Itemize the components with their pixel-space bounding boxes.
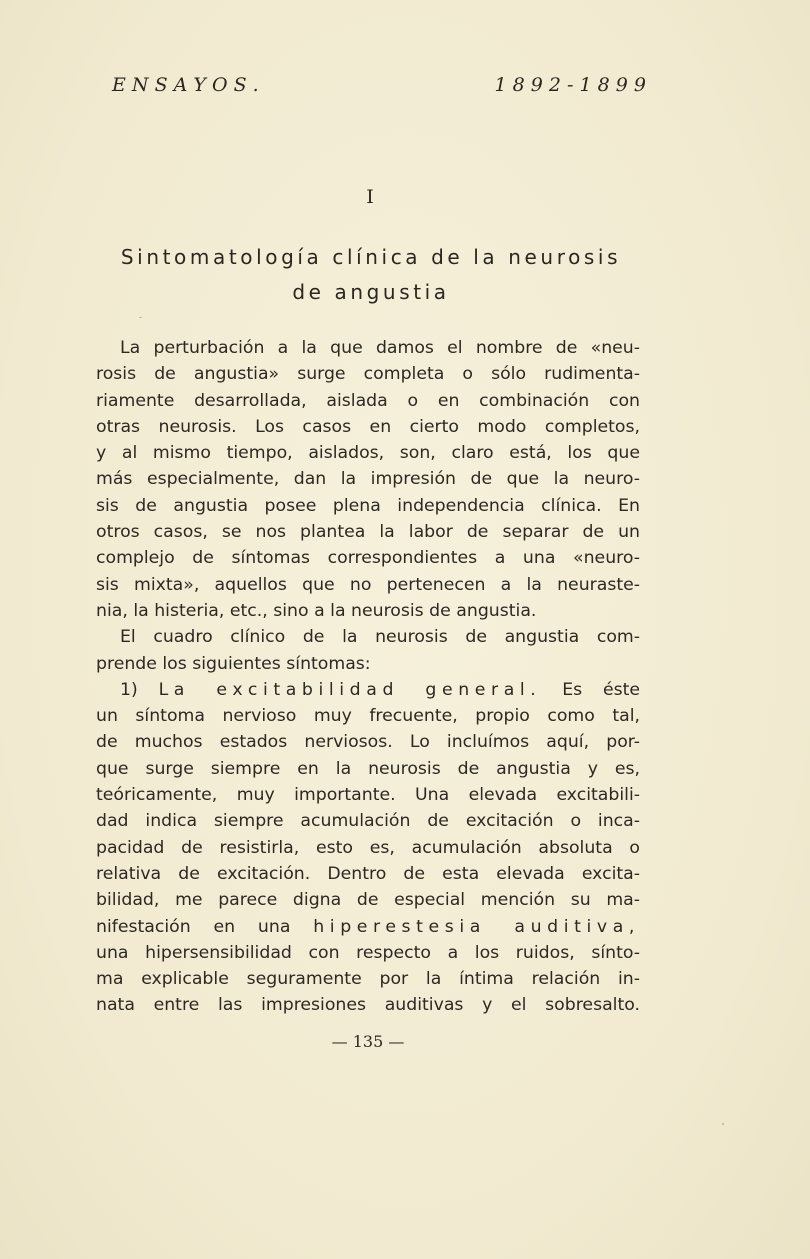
hyperesthesia-term: hiperestesia auditiva, [313,916,640,937]
text-line: sis de angustia posee plena independencia clínica. En [96,495,640,516]
symptom-number: 1) [120,679,138,700]
text-line: otras neurosis. Los casos en cierto modo completos, [96,416,640,437]
symptom-name: La excitabilidad general. [158,679,542,700]
hyperesthesia-line [96,914,640,940]
text-line: más especialmente, dan la impresión de que la neuro- [96,469,640,490]
text-line: teóricamente, muy importante. Una elevada excitabili- [96,785,640,806]
text-line: sis mixta», aquellos que no pertenecen a la neuraste- [96,574,640,595]
text-line: dad indica siempre acumulación de excitación o inca- [96,811,640,832]
text-line: relativa de excitación. Dentro de esta elevada excita- [96,863,640,884]
text-line: ma explicable seguramente por la íntima relación in- [96,969,640,990]
text-line: otros casos, se nos plantea la labor de separar de un [96,522,640,543]
chapter-title [0,240,742,310]
paper-speck [722,1123,724,1125]
text-line: riamente desarrollada, aislada o en combinación con [96,390,640,411]
symptom-heading-line [96,677,640,703]
text-line: nata entre las impresiones auditivas y el sobresalto. [96,995,640,1016]
text-line: de muchos estados nerviosos. Lo incluímos aquí, por- [96,732,640,753]
text-line: bilidad, me parece digna de especial mención su ma- [96,890,640,911]
chapter-title-line-2: de angustia [292,280,450,304]
running-head-years: 1 8 9 2 - 1 8 9 9 [494,74,646,96]
text-line: pacidad de resistirla, esto es, acumulación absoluta o [96,837,640,858]
text-line: prende los siguientes síntomas: [96,653,371,674]
page-number: — 135 — [331,1032,405,1051]
running-head-title: E N S A Y O S . [112,74,259,96]
chapter-number: I [366,186,374,208]
text-line: que surge siempre en la neurosis de angustia y es, [96,758,640,779]
body-text [96,335,640,1019]
text-line: El cuadro clínico de la neurosis de angustia com- [120,627,640,648]
text-line: una hipersensibilidad con respecto a los ruidos, sínto- [96,942,640,963]
text-line: rosis de angustia» surge completa o sólo rudimenta- [96,364,640,385]
running-head [112,74,646,96]
text-line: complejo de síntomas correspondientes a una «neuro- [96,548,640,569]
text-line: y al mismo tiempo, aislados, son, claro está, los que [96,443,640,464]
text-line: un síntoma nervioso muy frecuente, propio como tal, [96,706,640,727]
paper-speck [139,317,142,318]
chapter-title-line-1: Sintomatología clínica de la neurosis [120,245,622,269]
hyperesthesia-lead: nifestación en una [96,916,291,937]
text-line: nia, la histeria, etc., sino a la neurosis de angustia. [96,600,537,621]
text-line: La perturbación a la que damos el nombre de «neu- [120,338,640,358]
symptom-rest: Es éste [562,679,640,700]
